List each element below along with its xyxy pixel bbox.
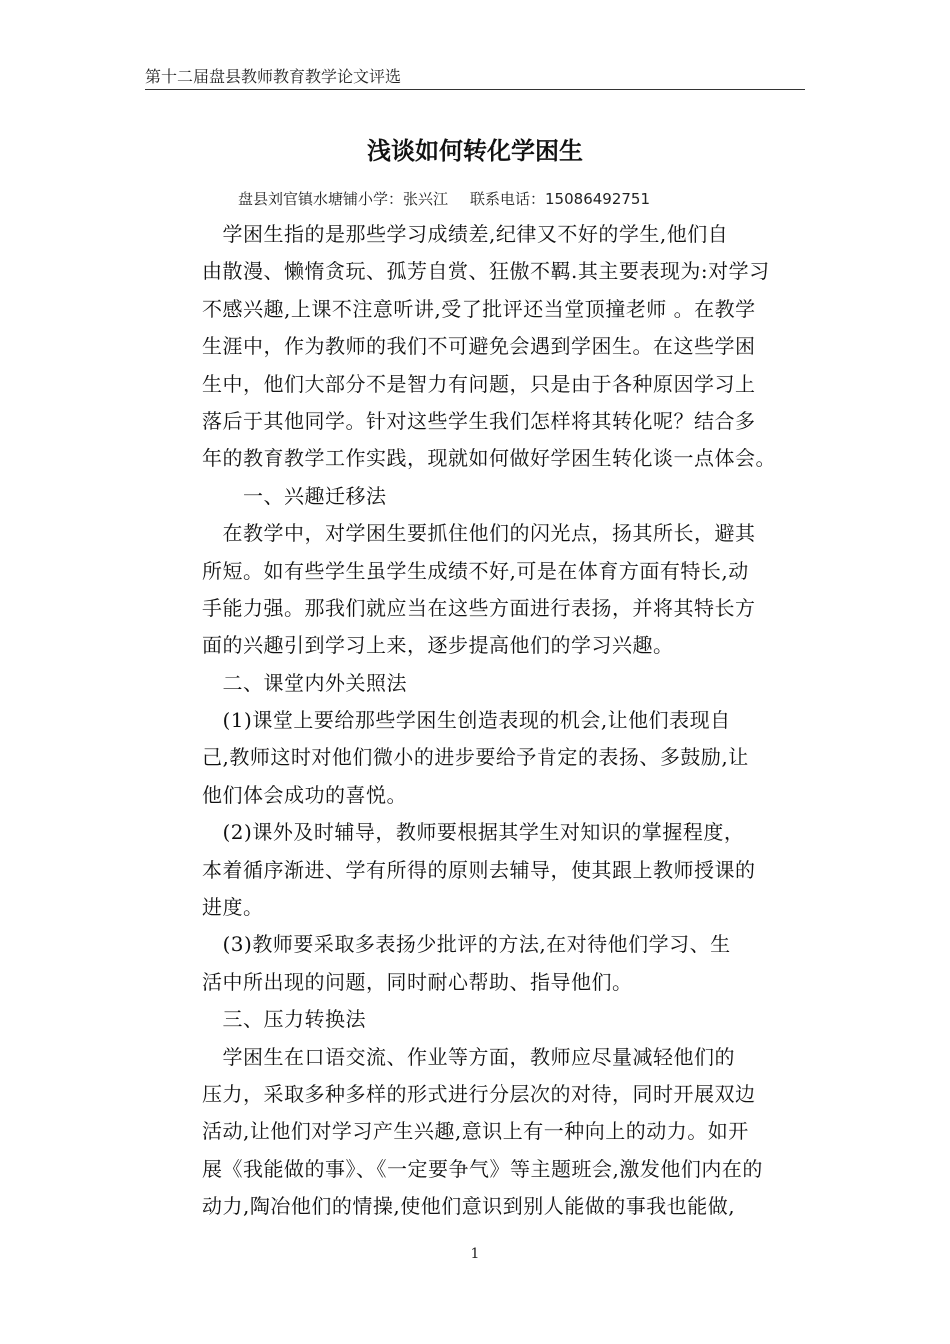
text-line: 活中所出现的问题，同时耐心帮助、指导他们。 (202, 969, 633, 994)
text-line: 生涯中，作为教师的我们不可避免会遇到学困生。在这些学困 (202, 334, 756, 359)
text-line: 面的兴趣引到学习上来，逐步提高他们的学习兴趣。 (202, 633, 674, 658)
text-line: (1)课堂上要给那些学困生创造表现的机会,让他们表现自 (202, 708, 731, 733)
text-line: (3)教师要采取多表扬少批评的方法,在对待他们学习、生 (202, 932, 731, 957)
text-line: 本着循序渐进、学有所得的原则去辅导，使其跟上教师授课的 (202, 857, 756, 882)
text-line: 年的教育教学工作实践，现就如何做好学困生转化谈一点体会。 (202, 446, 776, 471)
text-line: 活动,让他们对学习产生兴趣,意识上有一种向上的动力。如开 (202, 1119, 749, 1144)
section-heading: 一、兴趣迁移法 (202, 483, 387, 508)
text-line: 不感兴趣,上课不注意听讲,受了批评还当堂顶撞老师 。在教学 (202, 296, 756, 321)
text-line: 落后于其他同学。针对这些学生我们怎样将其转化呢？结合多 (202, 408, 756, 433)
author-affiliation: 盘县刘官镇水塘铺小学：张兴江 (238, 190, 449, 208)
text-line: 学困生指的是那些学习成绩差,纪律又不好的学生,他们自 (202, 222, 729, 246)
text-line: 展《我能做的事》、《一定要争气》等主题班会,激发他们内在的 (202, 1156, 763, 1181)
text-line: 动力,陶冶他们的情操,使他们意识到别人能做的事我也能做, (202, 1194, 736, 1219)
text-line: 在教学中，对学困生要抓住他们的闪光点，扬其所长，避其 (202, 521, 756, 546)
text-line: 所短。如有些学生虽学生成绩不好,可是在体育方面有特长,动 (202, 558, 749, 583)
text-line: (2)课外及时辅导，教师要根据其学生对知识的掌握程度， (202, 820, 745, 845)
section-heading: 二、课堂内外关照法 (202, 670, 407, 695)
section-heading: 三、压力转换法 (202, 1007, 366, 1032)
text-line: 进度。 (202, 895, 264, 920)
text-line: 己,教师这时对他们微小的进步要给予肯定的表扬、多鼓励,让 (202, 745, 749, 770)
article-title: 浅谈如何转化学困生 (367, 137, 583, 165)
text-line: 由散漫、懒惰贪玩、孤芳自赏、狂傲不羁.其主要表现为:对学习 (202, 259, 770, 284)
header-divider (145, 89, 805, 90)
author-phone: 联系电话：15086492751 (470, 190, 650, 208)
page-number: 1 (470, 1246, 480, 1262)
article-body (202, 216, 822, 1226)
text-line: 学困生在口语交流、作业等方面，教师应尽量减轻他们的 (202, 1044, 735, 1069)
text-line: 手能力强。那我们就应当在这些方面进行表扬，并将其特长方 (202, 595, 756, 620)
author-line (238, 188, 650, 209)
text-line: 压力，采取多种多样的形式进行分层次的对待，同时开展双边 (202, 1081, 756, 1106)
text-line: 生中，他们大部分不是智力有问题，只是由于各种原因学习上 (202, 371, 756, 396)
running-header: 第十二届盘县教师教育教学论文评选 (145, 67, 402, 86)
text-line: 他们体会成功的喜悦。 (202, 782, 407, 807)
